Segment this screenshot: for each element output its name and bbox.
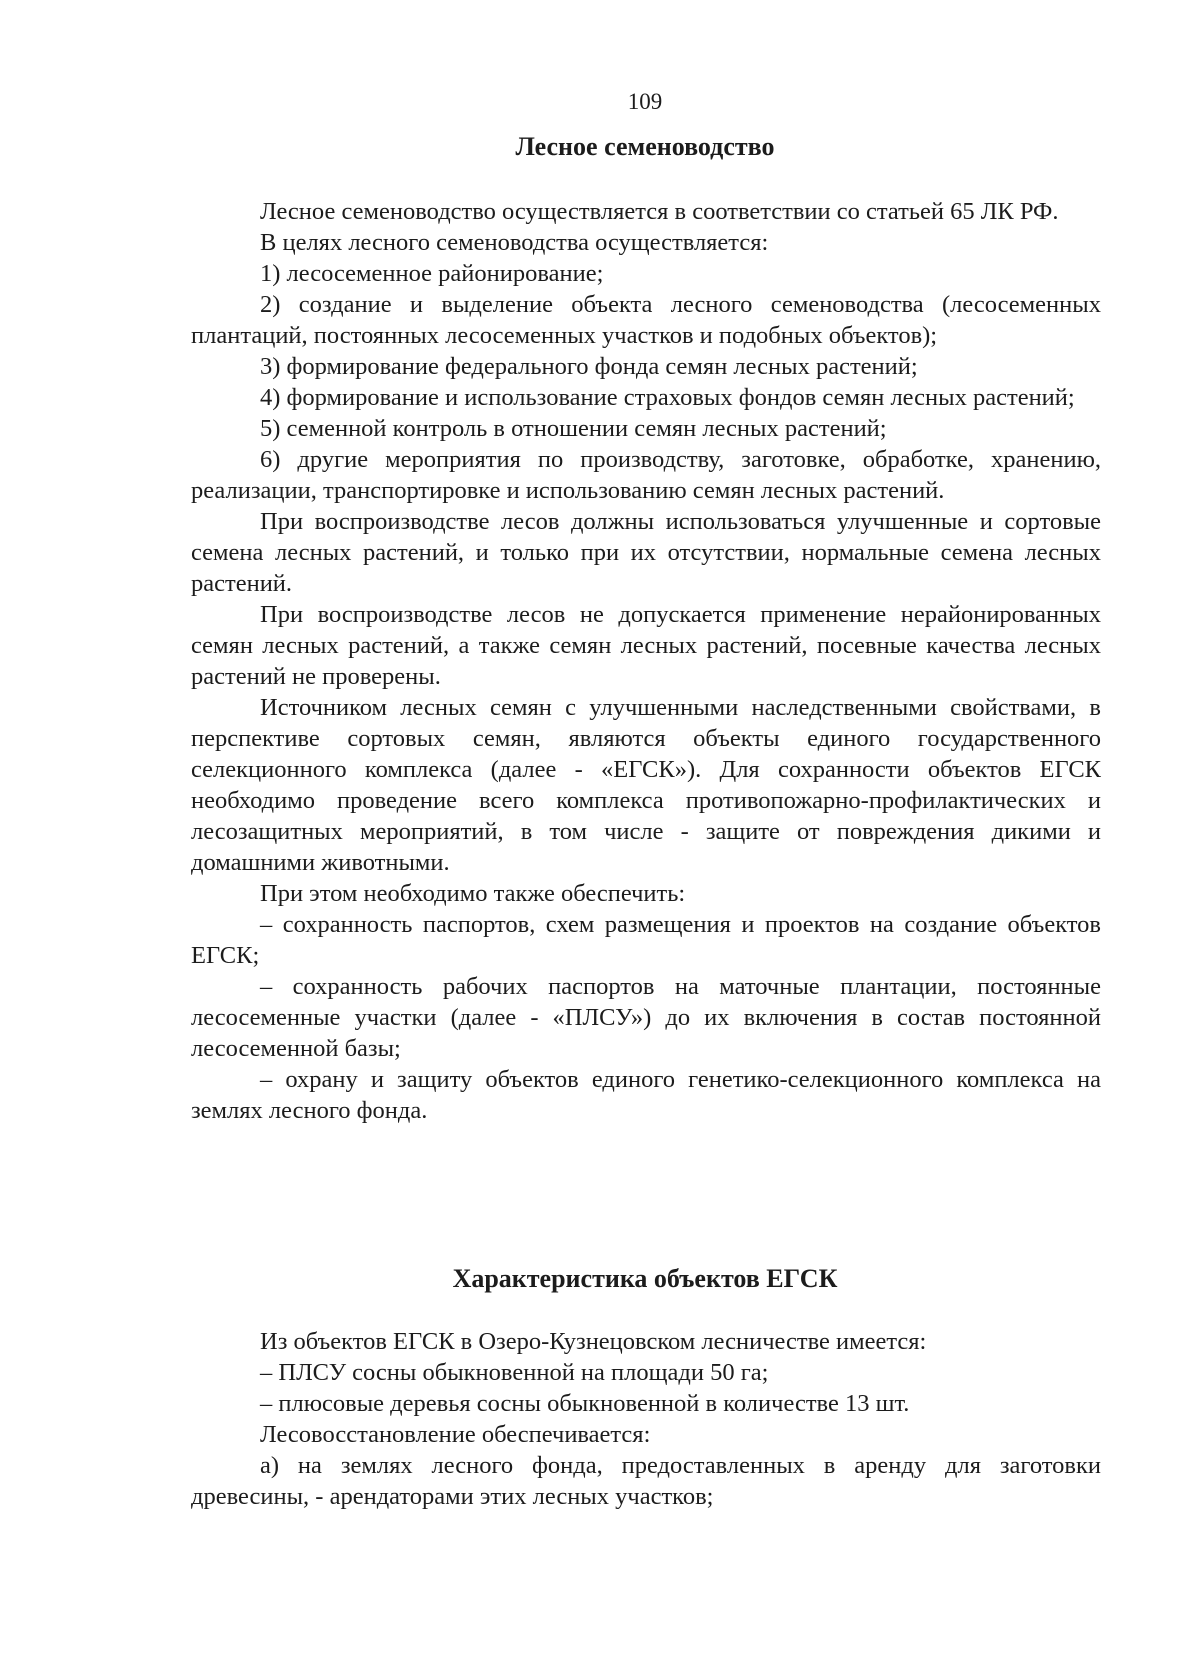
paragraph: Источником лесных семян с улучшенными наследственными свойствами, в перспективе сортовых семян, являются объекты единого государственного селекционного комплекса (далее - «ЕГСК»). Для сохранности объектов ЕГСК необходимо проведение всего комплекса противопожарно-профилактических и лесозащитных мероприятий, в том числе - защите от повреждения дикими и домашними животными. xyxy=(191,694,1101,876)
list-item: 3) формирование федерального фонда семян лесных растений; xyxy=(260,353,918,380)
paragraph: При этом необходимо также обеспечить: xyxy=(260,880,686,907)
paragraph: В целях лесного семеноводства осуществляется: xyxy=(260,229,769,256)
section-title-forest-seed-production: Лесное семеноводство xyxy=(515,132,775,161)
list-item: – сохранность паспортов, схем размещения и проектов на создание объектов ЕГСК; xyxy=(191,911,1101,969)
list-item: а) на землях лесного фонда, предоставленных в аренду для заготовки древесины, - арендаторами этих лесных участков; xyxy=(191,1452,1101,1510)
list-item: 5) семенной контроль в отношении семян лесных растений; xyxy=(260,415,887,442)
section-title-egsk-characteristics: Характеристика объектов ЕГСК xyxy=(452,1264,838,1293)
list-item: 2) создание и выделение объекта лесного семеноводства (лесосеменных плантаций, постоянных лесосеменных участков и подобных объектов); xyxy=(191,291,1101,349)
list-item: 6) другие мероприятия по производству, заготовке, обработке, хранению, реализации, транспортировке и использованию семян лесных растений. xyxy=(191,446,1101,504)
list-item: 1) лесосеменное районирование; xyxy=(260,260,604,287)
paragraph: При воспроизводстве лесов должны использоваться улучшенные и сортовые семена лесных растений, и только при их отсутствии, нормальные семена лесных растений. xyxy=(191,508,1101,597)
list-item: – ПЛСУ сосны обыкновенной на площади 50 га; xyxy=(260,1359,769,1386)
list-item: – плюсовые деревья сосны обыкновенной в количестве 13 шт. xyxy=(260,1390,910,1417)
paragraph: Лесное семеноводство осуществляется в соответствии со статьей 65 ЛК РФ. xyxy=(260,198,1059,225)
paragraph: При воспроизводстве лесов не допускается применение нерайонированных семян лесных растений, а также семян лесных растений, посевные качества лесных растений не проверены. xyxy=(191,601,1101,690)
list-item: 4) формирование и использование страховых фондов семян лесных растений; xyxy=(260,384,1075,411)
section-egsk-characteristics-body xyxy=(191,1326,1101,1512)
paragraph: Из объектов ЕГСК в Озеро-Кузнецовском лесничестве имеется: xyxy=(260,1328,927,1355)
section-forest-seed-production-body xyxy=(191,196,1101,1126)
list-item: – сохранность рабочих паспортов на маточные плантации, постоянные лесосеменные участки (далее - «ПЛСУ») до их включения в состав постоянной лесосеменной базы; xyxy=(191,973,1101,1062)
page-number: 109 xyxy=(627,89,663,114)
paragraph: Лесовосстановление обеспечивается: xyxy=(260,1421,651,1448)
list-item: – охрану и защиту объектов единого генетико-селекционного комплекса на землях лесного фонда. xyxy=(191,1066,1101,1124)
